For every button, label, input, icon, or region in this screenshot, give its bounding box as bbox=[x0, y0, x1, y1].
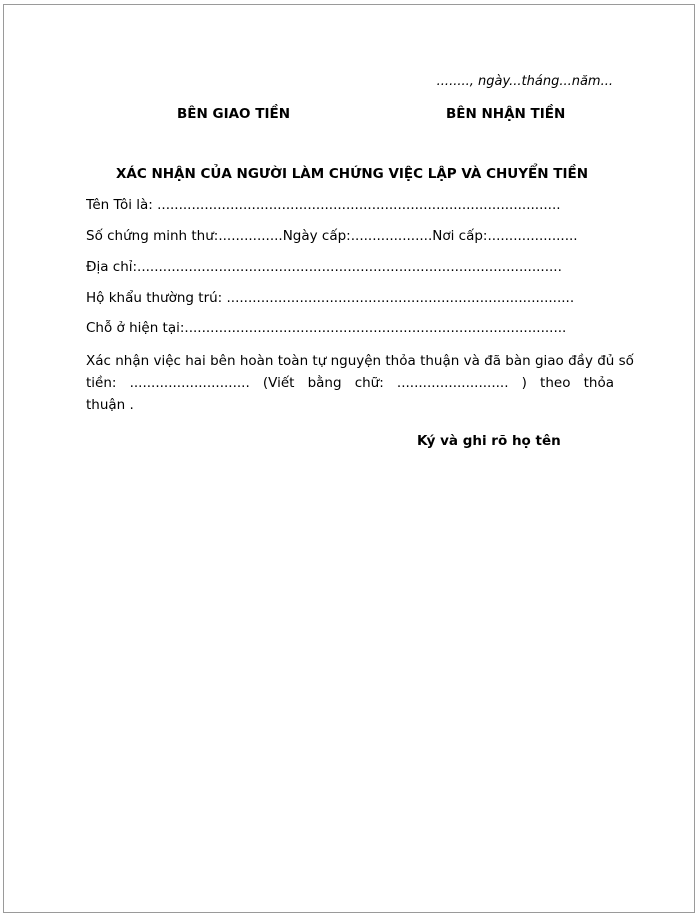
document-page bbox=[3, 4, 695, 913]
household-registration-field: Hộ khẩu thường trú: ................................................................................. bbox=[86, 290, 575, 306]
date-line: ........, ngày...tháng...năm... bbox=[436, 74, 613, 89]
signature-label: Ký và ghi rõ họ tên bbox=[417, 433, 561, 449]
current-residence-field: Chỗ ở hiện tại:......................................................................................... bbox=[86, 320, 567, 336]
confirmation-line-2: tiền: ............................ (Viết bằng chữ: .......................... ) theo thỏa bbox=[86, 375, 614, 391]
id-card-field: Số chứng minh thư:...............Ngày cấp:...................Nơi cấp:..................... bbox=[86, 228, 578, 244]
address-field: Địa chỉ:................................................................................................... bbox=[86, 259, 562, 275]
name-field: Tên Tôi là: .............................................................................................. bbox=[86, 197, 561, 213]
receiver-heading: BÊN NHẬN TIỀN bbox=[446, 106, 566, 122]
document-title: XÁC NHẬN CỦA NGƯỜI LÀM CHỨNG VIỆC LẬP VÀ CHUYỂN TIỀN bbox=[116, 166, 588, 182]
confirmation-line-1: Xác nhận việc hai bên hoàn toàn tự nguyện thỏa thuận và đã bàn giao đầy đủ số bbox=[86, 353, 634, 369]
confirmation-paragraph bbox=[86, 350, 634, 416]
confirmation-line-3: thuận . bbox=[86, 397, 134, 413]
giver-heading: BÊN GIAO TIỀN bbox=[177, 106, 290, 122]
